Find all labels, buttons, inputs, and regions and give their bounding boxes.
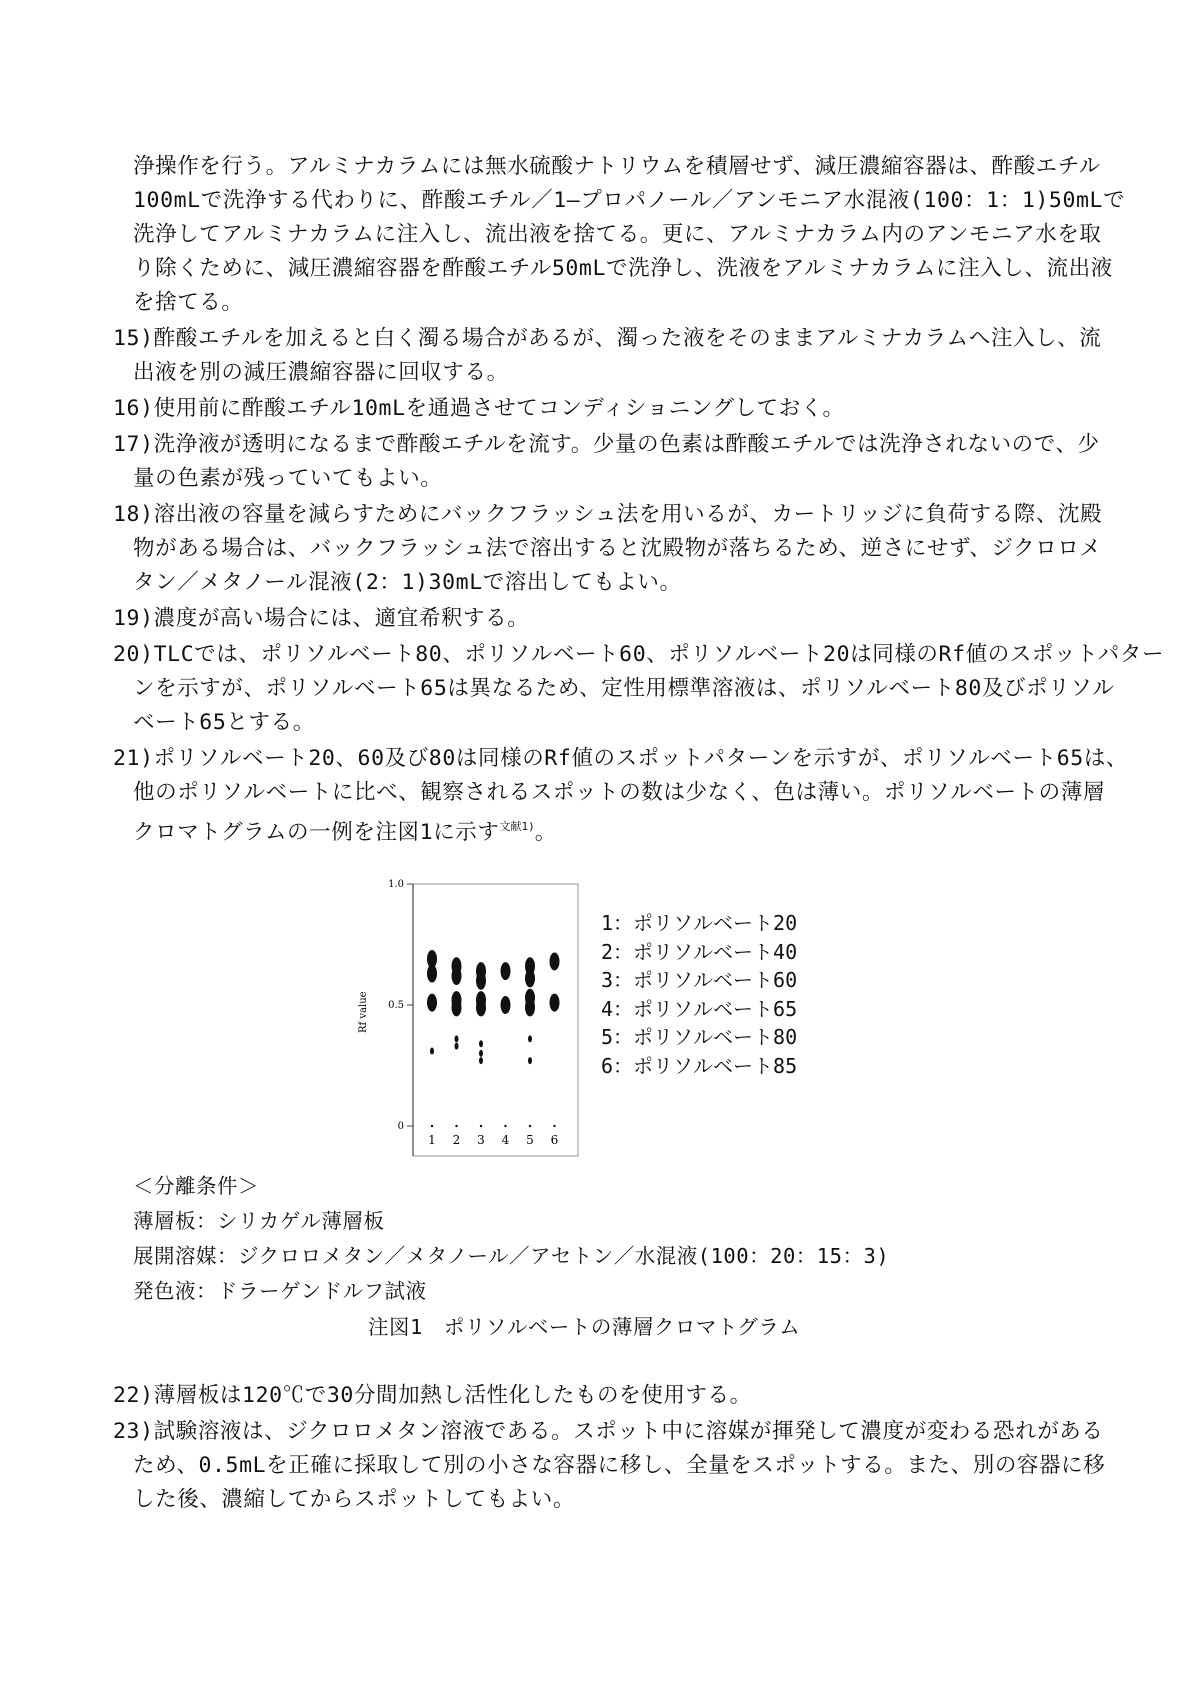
note-17-line-1: 17)洗浄液が透明になるまで酢酸エチルを流す。少量の色素は酢酸エチルでは洗浄されないので、少 xyxy=(113,432,1100,457)
paragraph-14-line-5: を捨てる。 xyxy=(133,290,244,315)
paragraph-14-line-2: 100mLで洗浄する代わりに、酢酸エチル／1―プロパノール／アンモニア水混液(100：1：1)50mLで xyxy=(133,188,1126,213)
note-21-line-3 xyxy=(133,810,557,850)
tlc-spot xyxy=(476,962,486,980)
note-21-line-3-end: 。 xyxy=(534,820,557,845)
note-21-line-1: 21)ポリソルベート20、60及び80は同様のRf値のスポットパターンを示すが、ポリソルベート65は、 xyxy=(113,746,1129,771)
conditions-title: ＜分離条件＞ xyxy=(133,1174,259,1198)
lane-label: 6 xyxy=(550,1133,559,1147)
tlc-spot xyxy=(501,996,511,1014)
tlc-spot xyxy=(479,1040,483,1047)
legend-item-4: 4：ポリソルベート65 xyxy=(601,996,798,1021)
legend-item-5: 5：ポリソルベート80 xyxy=(601,1025,798,1049)
lane-label: 4 xyxy=(501,1133,510,1147)
note-23-line-1: 23)試験溶液は、ジクロロメタン溶液である。スポット中に溶媒が揮発して濃度が変わる恐れがある xyxy=(113,1419,1104,1444)
tlc-spot xyxy=(501,962,511,980)
tlc-spot xyxy=(431,1125,433,1127)
tlc-spot xyxy=(452,957,462,975)
tlc-spot xyxy=(430,1047,434,1054)
tlc-spot xyxy=(528,1057,532,1064)
note-20-line-1: 20)TLCでは、ポリソルベート80、ポリソルベート60、ポリソルベート20は同様のRf値のスポットパター xyxy=(113,642,1165,667)
conditions-stain: 発色液：ドラーゲンドルフ試液 xyxy=(133,1279,427,1303)
tlc-plate-border xyxy=(413,884,578,1156)
tlc-spot xyxy=(550,994,560,1012)
tlc-spot xyxy=(525,989,535,1007)
note-18-line-2: 物がある場合は、バックフラッシュ法で溶出すると沈殿物が落ちるため、逆さにせず、ジクロロメ xyxy=(133,536,1102,561)
tlc-spot xyxy=(553,1125,555,1127)
tlc-spot xyxy=(550,952,560,970)
legend-item-3: 3：ポリソルベート60 xyxy=(601,968,798,992)
y-tick-label: 0 xyxy=(397,1121,404,1132)
y-tick-label: 1.0 xyxy=(388,879,404,890)
note-23-line-2: ため、0.5mLを正確に採取して別の小さな容器に移し、全量をスポットする。また、別の容器に移 xyxy=(133,1453,1106,1478)
conditions-plate: 薄層板：シリカゲル薄層板 xyxy=(133,1209,385,1233)
tlc-spot xyxy=(427,994,437,1012)
y-ticks xyxy=(388,879,413,1132)
tlc-spot xyxy=(455,1043,459,1050)
figure-legend xyxy=(601,909,797,1080)
y-axis-label: Rf value xyxy=(358,991,369,1033)
note-15-line-1: 15)酢酸エチルを加えると白く濁る場合があるが、濁った液をそのままアルミナカラムへ注入し、流 xyxy=(113,326,1102,351)
note-21-line-2: 他のポリソルベートに比べ、観察されるスポットの数は少なく、色は薄い。ポリソルベートの薄層 xyxy=(133,780,1105,805)
note-21-line-3-text: クロマトグラムの一例を注図1に示す xyxy=(133,820,500,845)
tlc-spot xyxy=(476,991,486,1009)
tlc-spot xyxy=(525,957,535,975)
tlc-spot xyxy=(504,1125,506,1127)
tlc-spot xyxy=(528,1035,532,1042)
legend-item-6: 6：ポリソルベート85 xyxy=(601,1053,798,1078)
conditions-solvent: 展開溶媒：ジクロロメタン／メタノール／アセトン／水混液(100：20：15：3) xyxy=(133,1244,890,1268)
note-20-line-2: ンを示すが、ポリソルベート65は異なるため、定性用標準溶液は、ポリソルベート80及びポリソル xyxy=(133,676,1115,701)
legend-item-2: 2：ポリソルベート40 xyxy=(601,939,798,964)
tlc-spot xyxy=(479,1057,483,1064)
note-23-line-3: した後、濃縮してからスポットしてもよい。 xyxy=(133,1487,576,1512)
note-22-line-1: 22)薄層板は120℃で30分間加熱し活性化したものを使用する。 xyxy=(113,1383,752,1408)
note-20-line-3: ベート65とする。 xyxy=(133,710,315,735)
reference-superscript: 文献1) xyxy=(499,820,535,833)
legend-item-1: 1：ポリソルベート20 xyxy=(601,911,798,935)
tlc-spot xyxy=(452,991,462,1009)
paragraph-14-line-4: り除くために、減圧濃縮容器を酢酸エチル50mLで洗浄し、洗液をアルミナカラムに注入し、流出液 xyxy=(133,256,1113,281)
tlc-spot xyxy=(427,950,437,968)
tlc-spot xyxy=(455,1125,457,1127)
note-17-line-2: 量の色素が残っていてもよい。 xyxy=(133,466,443,491)
tlc-figure xyxy=(360,874,580,1160)
note-18-line-1: 18)溶出液の容量を減らすためにバックフラッシュ法を用いるが、カートリッジに負荷する際、沈殿 xyxy=(113,502,1103,527)
note-18-line-3: タン／メタノール混液(2：1)30mLで溶出してもよい。 xyxy=(133,570,682,595)
lane-label: 2 xyxy=(452,1133,461,1147)
tlc-chart xyxy=(360,874,580,1160)
y-tick-label: 0.5 xyxy=(388,1000,404,1011)
tlc-spot xyxy=(479,1050,483,1057)
figure-caption: 注図1 ポリソルベートの薄層クロマトグラム xyxy=(368,1315,801,1339)
paragraph-14-line-1: 浄操作を行う。アルミナカラムには無水硫酸ナトリウムを積層せず、減圧濃縮容器は、酢酸エチル xyxy=(133,154,1101,179)
lane-label: 1 xyxy=(428,1133,436,1147)
note-19-line-1: 19)濃度が高い場合には、適宜希釈する。 xyxy=(113,606,530,631)
note-16-line-1: 16)使用前に酢酸エチル10mLを通過させてコンディショニングしておく。 xyxy=(113,396,845,421)
tlc-spot xyxy=(529,1125,531,1127)
paragraph-14-line-3: 洗浄してアルミナカラムに注入し、流出液を捨てる。更に、アルミナカラム内のアンモニア水を取 xyxy=(133,222,1102,247)
tlc-spot xyxy=(455,1035,459,1042)
lane-label: 3 xyxy=(477,1133,485,1147)
lane-label: 5 xyxy=(526,1133,534,1147)
tlc-spot xyxy=(480,1125,482,1127)
note-15-line-2: 出液を別の減圧濃縮容器に回収する。 xyxy=(133,360,509,385)
